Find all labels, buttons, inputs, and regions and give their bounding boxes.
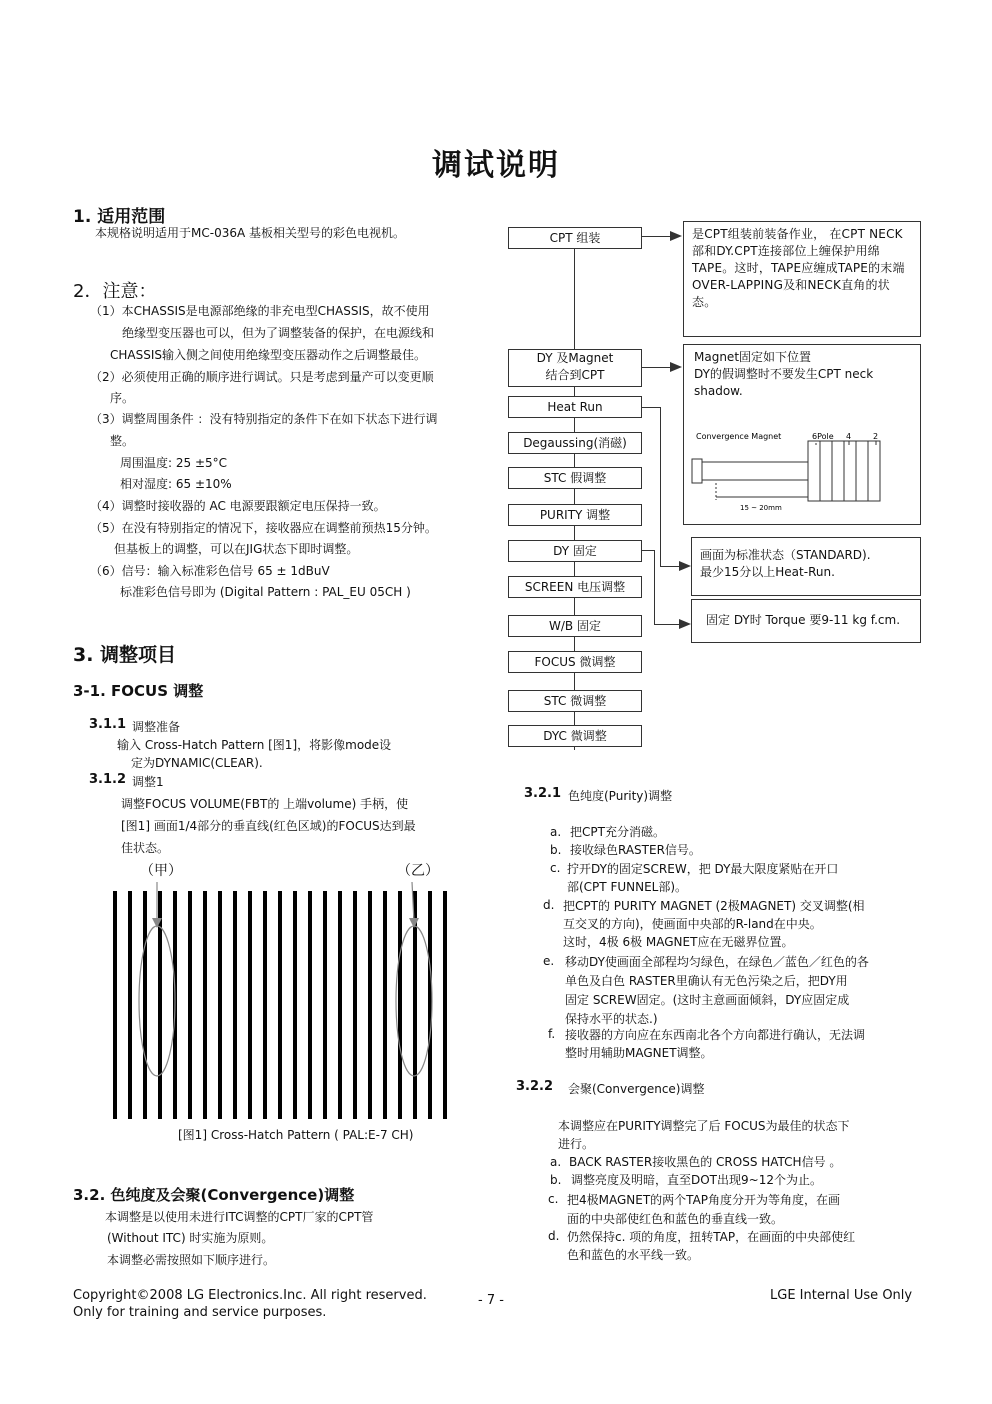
flow-step-purity: PURITY 调整 xyxy=(508,504,642,526)
s321-item-c: 拧开DY的固定SCREW，把 DY最大限度紧贴在开口 部(CPT FUNNEL部)。 xyxy=(567,862,839,894)
flow-step-degaussing: Degaussing(消磁) xyxy=(508,432,642,454)
connector-dy-fix xyxy=(641,550,655,551)
section-3-heading: 3. 调整项目 xyxy=(73,644,177,666)
section-2-heading: 2．注意： xyxy=(73,281,157,302)
s312-title: 调整1 xyxy=(132,775,164,789)
section-1-heading: 1. 适用范围 xyxy=(73,207,166,227)
s2-line-3: CHASSIS输入侧之间使用绝缘型变压器动作之后调整最佳。 xyxy=(110,348,427,362)
flow-spine xyxy=(574,248,575,750)
s321-item-c-marker: c. xyxy=(550,861,561,875)
s321-item-f: 接收器的方向应在东西南北各个方向都进行确认，无法调 整时用辅助MAGNET调整。 xyxy=(565,1028,866,1060)
s322-intro: 本调整应在PURITY调整完了后 FOCUS为最佳的状态下 进行。 xyxy=(558,1119,850,1151)
flow-step-wb-fix: W/B 固定 xyxy=(508,615,642,637)
connector-heat-run-vertical xyxy=(660,407,661,566)
page-title: 调试说明 xyxy=(432,148,560,183)
arrow-line-2 xyxy=(641,367,671,368)
pole-label-4: 4 xyxy=(846,432,852,441)
convergence-magnet-diagram xyxy=(686,425,916,520)
s321-number: 3.2.1 xyxy=(524,786,562,801)
s311-title: 调整准备 xyxy=(132,720,181,734)
figure-label-left: （甲） xyxy=(140,863,182,879)
flow-step-dy-magnet: DY 及Magnet 结合到CPT xyxy=(508,349,642,387)
note-magnet-line-2: DY的假调整时不要发生CPT neck shadow. xyxy=(694,367,874,398)
arrow-line-1 xyxy=(641,236,671,237)
s321-item-b-marker: b. xyxy=(550,843,562,857)
s311-number: 3.1.1 xyxy=(89,717,127,732)
flow-step-stc-fine: STC 微调整 xyxy=(508,690,642,712)
arrow-head-2 xyxy=(670,362,682,372)
figure-label-right: （乙） xyxy=(397,863,439,879)
flow-step-screen-voltage: SCREEN 电压调整 xyxy=(508,576,642,598)
flow-step-dyc-fine: DYC 微调整 xyxy=(508,725,642,747)
s321-item-a-marker: a. xyxy=(550,825,562,839)
s2-line-6: （3）调整周围条件 ：没有特别指定的条件下在如下状态下进行调 xyxy=(90,412,438,426)
arrow-head-1 xyxy=(670,231,682,241)
dimension-label: 15 ~ 20mm xyxy=(740,504,782,512)
arrow-line-3 xyxy=(660,566,680,567)
s2-line-2: 绝缘型变压器也可以，但为了调整装备的保护，在电源线和 xyxy=(122,326,435,340)
s2-line-8: 周围温度: 25 ±5°C xyxy=(120,456,228,470)
s2-line-4: （2）必须使用正确的顺序进行调试。只是考虑到量产可以变更顺 xyxy=(90,370,434,384)
s2-line-11: （5）在没有特别指定的情况下，接收器应在调整前预热15分钟。 xyxy=(90,521,437,535)
s2-line-5: 序。 xyxy=(110,391,135,405)
arrow-head-4 xyxy=(679,619,691,629)
s321-item-d: 把CPT的 PURITY MAGNET (2极MAGNET) 交叉调整(相 互交叉的方向)，使画面中央部的R-land在中央。 这时，4极 6极 MAGNET应在无磁界位置。 xyxy=(563,899,865,949)
section-1-text: 本规格说明适用于MC-036A 基板相关型号的彩色电视机。 xyxy=(95,226,405,240)
s312-number: 3.1.2 xyxy=(89,772,127,787)
page-number: - 7 - xyxy=(478,1293,504,1308)
arrow-head-3 xyxy=(679,561,691,571)
s322-title: 会聚(Convergence)调整 xyxy=(568,1082,705,1096)
s312-line-2: [图1] 画面1/4部分的垂直线(红色区域)的FOCUS达到最 xyxy=(121,819,416,833)
s2-line-10: （4）调整时接收器的 AC 电源要跟额定电压保持一致。 xyxy=(90,499,386,513)
s2-line-7: 整。 xyxy=(110,434,135,448)
focus-area-markers xyxy=(100,870,460,1090)
s321-item-b: 接收绿色RASTER信号。 xyxy=(570,843,701,857)
flow-step-heat-run: Heat Run xyxy=(508,396,642,418)
flow-step-cpt-assembly: CPT 组装 xyxy=(508,227,642,249)
s32-line-2: (Without ITC) 时实施为原则。 xyxy=(107,1231,274,1245)
note-cpt-assembly: 是CPT组装前装备作业， 在CPT NECK部和DY.CPT连接部位上缠保护用绵TAPE。这时，TAPE应缠成TAPE的末端OVER-LAPPING及和NECK直角的状态。 xyxy=(683,221,921,337)
footer-copyright: Copyright©2008 LG Electronics.Inc. All right reserved. xyxy=(73,1288,427,1303)
s322-item-b-marker: b. xyxy=(550,1173,562,1187)
s321-item-e: 移动DY使画面全部程均匀绿色，在绿色／蓝色／红色的各 单色及白色 RASTER里确认有无色污染之后，把DY用 固定 SCREW固定。(这时主意画面倾斜，DY应固定成 保持水平的状态.) xyxy=(565,955,869,1026)
footer-internal-use: LGE Internal Use Only xyxy=(770,1288,913,1303)
s322-item-b: 调整亮度及明暗，直至DOT出现9~12个为止。 xyxy=(571,1173,822,1187)
s322-item-d: 仍然保持c. 项的角度，扭转TAP，在画面的中央部使红 色和蓝色的水平线一致。 xyxy=(567,1230,856,1262)
s312-line-1: 调整FOCUS VOLUME(FBT的 上端volume) 手柄，使 xyxy=(121,797,409,811)
pole-label-6: 6Pole xyxy=(812,432,834,441)
s322-item-d-marker: d. xyxy=(548,1229,560,1243)
s321-item-e-marker: e. xyxy=(543,954,555,968)
s321-item-f-marker: f. xyxy=(548,1027,556,1041)
s2-line-13: （6）信号：输入标准彩色信号 65 ± 1dBuV xyxy=(90,564,330,578)
s322-item-a: BACK RASTER接收黑色的 CROSS HATCH信号 。 xyxy=(569,1155,842,1169)
arrow-line-4 xyxy=(654,624,680,625)
pole-label-2: 2 xyxy=(873,432,879,441)
s2-line-9: 相对湿度: 65 ±10% xyxy=(120,477,232,491)
flow-step-dy-fix: DY 固定 xyxy=(508,540,642,562)
flow-step-focus-fine: FOCUS 微调整 xyxy=(508,651,642,673)
section-3-1-heading: 3-1. FOCUS 调整 xyxy=(73,682,204,700)
note-magnet-line-1: Magnet固定如下位置 xyxy=(694,350,812,364)
s311-line-2: 定为DYNAMIC(CLEAR). xyxy=(131,756,263,770)
s311-line-1: 输入 Cross-Hatch Pattern [图1]，将影像mode设 xyxy=(117,738,392,752)
s321-item-d-marker: d. xyxy=(543,898,555,912)
s322-item-c-marker: c. xyxy=(548,1192,559,1206)
s32-line-3: 本调整必需按照如下顺序进行。 xyxy=(107,1253,276,1267)
s322-number: 3.2.2 xyxy=(516,1079,554,1094)
s2-line-12: 但基板上的调整，可以在JIG状态下即时调整。 xyxy=(114,542,359,556)
figure-caption: [图1] Cross-Hatch Pattern ( PAL:E-7 CH) xyxy=(178,1128,414,1142)
connector-dy-fix-vertical xyxy=(654,550,655,625)
s2-line-1: （1）本CHASSIS是电源部绝缘的非充电型CHASSIS，故不使用 xyxy=(90,304,430,318)
s312-line-3: 佳状态。 xyxy=(121,841,170,855)
connector-heat-run xyxy=(641,407,661,408)
section-3-2-heading: 3.2. 色纯度及会聚(Convergence)调整 xyxy=(73,1186,355,1204)
flow-step-stc-pre: STC 假调整 xyxy=(508,467,642,489)
note-dy-torque: 固定 DY时 Torque 要9-11 kg f.cm. xyxy=(691,599,921,643)
s321-title: 色纯度(Purity)调整 xyxy=(568,789,673,803)
s322-item-c: 把4极MAGNET的两个TAP角度分开为等角度，在画 面的中央部使红色和蓝色的垂直线一致。 xyxy=(567,1193,841,1226)
s321-item-a: 把CPT充分消磁。 xyxy=(570,825,665,839)
s32-line-1: 本调整是以使用未进行ITC调整的CPT厂家的CPT管 xyxy=(105,1210,374,1224)
note-heat-run: 画面为标准状态（STANDARD). 最少15分以上Heat-Run. xyxy=(691,537,921,596)
s2-line-14: 标准彩色信号即为 (Digital Pattern : PAL_EU 05CH ) xyxy=(120,585,411,599)
footer-training-note: Only for training and service purposes. xyxy=(73,1305,327,1320)
magnet-label: Convergence Magnet xyxy=(696,432,782,441)
s322-item-a-marker: a. xyxy=(550,1155,562,1169)
